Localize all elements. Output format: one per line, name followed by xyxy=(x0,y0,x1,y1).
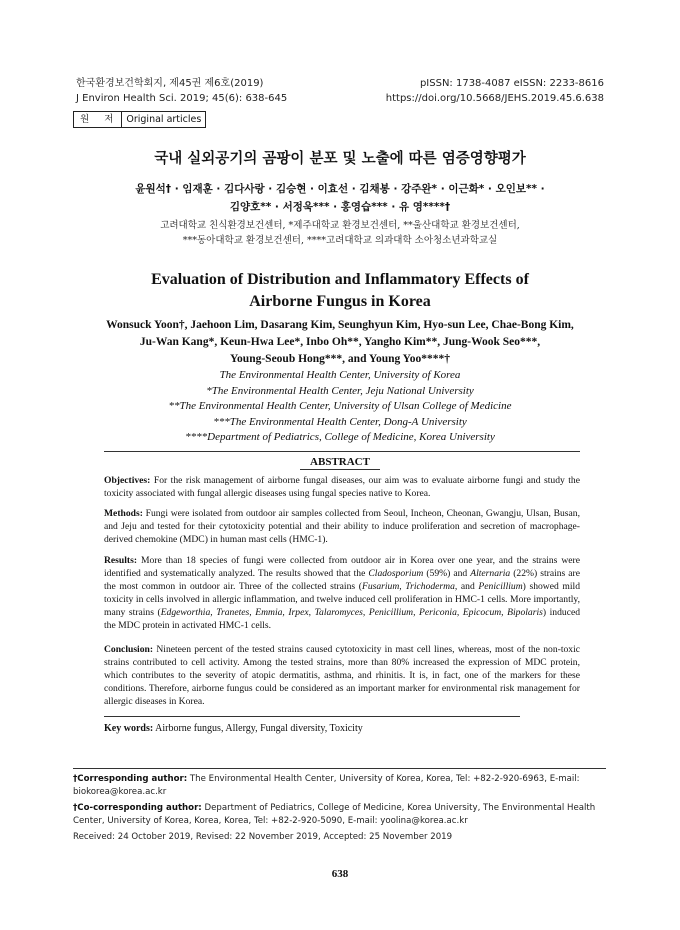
affiliation-english-line: *The Environmental Health Center, Jeju National University xyxy=(206,384,474,397)
abstract-conclusion xyxy=(104,643,580,708)
title-english xyxy=(90,269,590,313)
abstract-objectives xyxy=(104,474,580,500)
authors-english-line: Wonsuck Yoon†, Jaehoon Lim, Dasarang Kim, Seunghyun Kim, Hyo-sun Lee, Chae-Bong Kim, xyxy=(106,319,574,331)
results-text: ) showed mild toxicity in cells involved in allergic inflammation, and twelve induced cell proliferation in HMC-1 cells. More importantly, many strains ( xyxy=(104,581,580,619)
abstract-top-rule xyxy=(104,451,580,452)
article-type-badge xyxy=(73,111,206,128)
results-text: and xyxy=(457,581,479,593)
authors-english-line: Ju-Wan Kang*, Keun-Hwa Lee*, Inbo Oh**, Yangho Kim**, Jung-Wook Seo***, xyxy=(139,336,541,348)
corresponding-author-text: The Environmental Health Center, University of Korea, Korea, Tel: +82-2-920-6963, E-mail: biokorea@korea.ac.kr xyxy=(73,774,580,798)
title-korean: 국내 실외공기의 곰팡이 분포 및 노출에 따른 염증영향평가 xyxy=(154,151,526,167)
journal-identifiers xyxy=(386,76,604,106)
affiliation-english-line: The Environmental Health Center, University of Korea xyxy=(219,369,461,381)
authors-korean-line: 윤원석† · 임재훈 · 김다사랑 · 김승현 · 이효선 · 김채봉 · 강주완* · 이근화* · 오인보** · xyxy=(135,183,545,195)
issn: pISSN: 1738-4087 eISSN: 2233-8616 xyxy=(419,78,604,89)
co-corresponding-author-text: Department of Pediatrics, College of Medicine, Korea University, The Environmental Health Center, University of Korea, Korea, Korea, Tel: +82-2-920-5090, E-mail: yoolina@korea.ac.kr xyxy=(73,803,596,827)
abstract-heading: ABSTRACT xyxy=(310,456,370,468)
co-corresponding-author-note xyxy=(73,802,606,828)
results-taxon: Fusarium, Trichoderma, xyxy=(361,581,458,593)
affiliations-korean xyxy=(90,219,590,248)
methods-label: Methods: xyxy=(104,508,143,519)
article-type-korean: 원 저 xyxy=(73,111,121,128)
authors-korean xyxy=(100,180,580,216)
journal-name-korean: 한국환경보건학회지, 제45권 제6호(2019) xyxy=(76,78,264,89)
affiliation-english-line: ***The Environmental Health Center, Dong-A University xyxy=(213,415,467,428)
page-number: 638 xyxy=(331,868,349,880)
results-text: (22%) strains are the most common in outdoor air. Three of the collected strains ( xyxy=(104,568,581,593)
doi-link[interactable]: https://doi.org/10.5668/JEHS.2019.45.6.638 xyxy=(385,93,604,104)
co-corresponding-author-label: †Co-corresponding author: xyxy=(73,803,202,813)
affiliation-english-line: ****Department of Pediatrics, College of Medicine, Korea University xyxy=(185,431,495,443)
conclusion-text: Nineteen percent of the tested strains caused cytotoxicity in mast cell lines, whereas, most of the non-toxic strains contributed to cell activity. Among the tested strains, more than 80% increased the expression of MDC protein, which contributes to the severity of atopic dermatitis, asthma, and rhinitis. It is, in fact, one of the markers for these conditions. Therefore, airborne fungus could be considered as an important marker for environmental risk management for allergic diseases in Korea. xyxy=(104,644,580,708)
article-type-english: Original articles xyxy=(121,111,206,128)
keywords-label: Key words: xyxy=(104,723,154,734)
corresponding-author-note xyxy=(73,773,606,799)
results-label: Results: xyxy=(104,555,138,566)
authors-english-line: Young-Seoub Hong***, and Young Yoo****† xyxy=(230,353,450,365)
results-taxon: Cladosporium xyxy=(368,568,424,580)
journal-name-english: J Environ Health Sci. 2019; 45(6): 638-645 xyxy=(76,93,288,104)
conclusion-label: Conclusion: xyxy=(104,644,154,655)
title-english-line: Airborne Fungus in Korea xyxy=(249,293,431,310)
affiliation-korean-line: ***동아대학교 환경보건센터, ****고려대학교 의과대학 소아청소년과학교실 xyxy=(182,234,498,246)
authors-english xyxy=(80,317,600,368)
authors-korean-line: 김양호** · 서정욱*** · 홍영습*** · 유 영****† xyxy=(229,201,451,213)
title-english-line: Evaluation of Distribution and Inflammatory Effects of xyxy=(151,271,529,288)
abstract-heading-underline xyxy=(300,469,380,470)
results-text: (59%) and xyxy=(423,568,471,580)
objectives-label: Objectives: xyxy=(104,475,151,486)
abstract-methods xyxy=(104,507,580,546)
objectives-text: For the risk management of airborne fungal diseases, our aim was to evaluate airborne fungi and study the toxicity associated with fungal allergic diseases using fungal species native to Korea. xyxy=(104,475,580,500)
footnote-rule xyxy=(73,768,606,769)
methods-text: Fungi were isolated from outdoor air samples collected from Seoul, Incheon, Cheonan, Gwangju, Ulsan, Busan, and Jeju and tested for their cytotoxicity potential and their ability to induce proliferation and secretion of macrophage-derived chemokine (MDC) in human mast cells (HMC-1). xyxy=(104,508,580,546)
results-text: ) induced the MDC protein in activated HMC-1 cells. xyxy=(104,607,581,632)
results-taxon: Penicillium xyxy=(478,581,523,593)
results-taxon: Alternaria xyxy=(470,568,511,580)
affiliations-english xyxy=(90,368,590,446)
abstract-results xyxy=(104,554,580,633)
keywords xyxy=(104,723,363,734)
keywords-value: Airborne fungus, Allergy, Fungal diversity, Toxicity xyxy=(155,723,363,734)
received-dates: Received: 24 October 2019, Revised: 22 November 2019, Accepted: 25 November 2019 xyxy=(73,832,453,842)
affiliation-korean-line: 고려대학교 친식환경보건센터, *제주대학교 환경보건센터, **울산대학교 환경보건센터, xyxy=(160,220,520,231)
affiliation-english-line: **The Environmental Health Center, University of Ulsan College of Medicine xyxy=(168,400,512,412)
results-taxon: Edgeworthia, Tranetes, Emmia, Irpex, Talaromyces, Penicillium, Periconia, Epicocum, Bipolaris xyxy=(160,607,543,619)
journal-citation xyxy=(76,76,287,106)
corresponding-author-label: †Corresponding author: xyxy=(73,774,188,784)
abstract-bottom-rule xyxy=(104,716,520,717)
results-text: More than 18 species of fungi were collected from outdoor air in Korea over one year, and the strains were identified and systematically analyzed. The results showed that the xyxy=(104,555,580,580)
